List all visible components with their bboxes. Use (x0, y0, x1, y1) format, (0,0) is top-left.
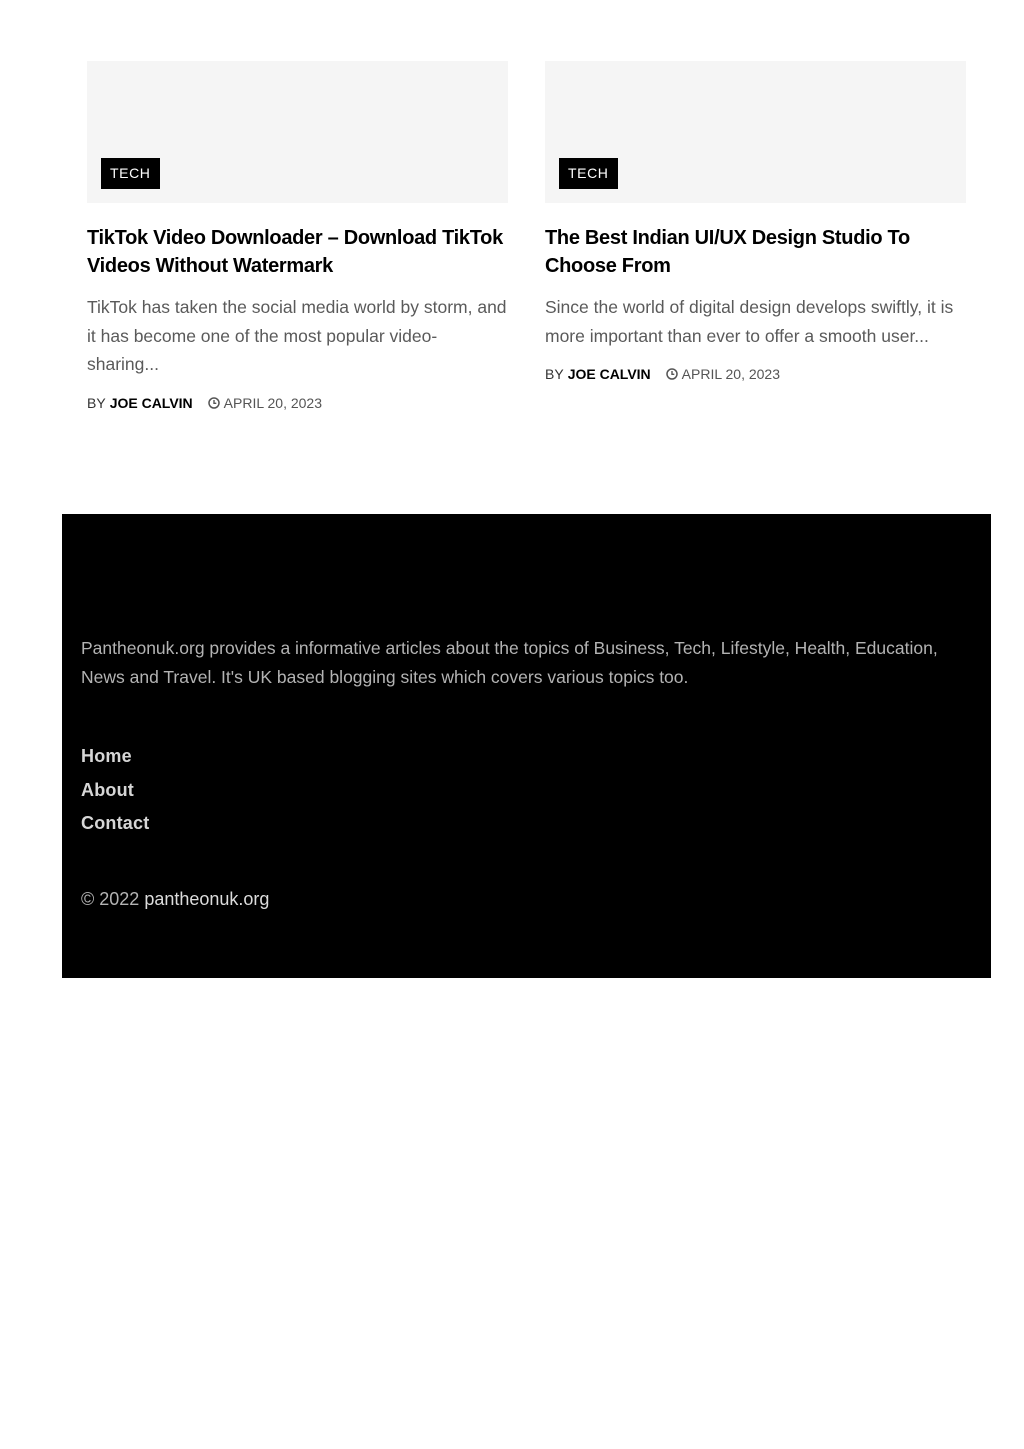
author-link[interactable]: JOE CALVIN (567, 366, 651, 382)
post-title (545, 224, 966, 280)
post-title-link[interactable]: The Best Indian UI/UX Design Studio To Choose From (545, 227, 910, 277)
footer-link-about[interactable]: About (81, 779, 134, 800)
site-footer (62, 514, 991, 978)
post-card (545, 61, 966, 413)
post-date-text: APRIL 20, 2023 (681, 366, 780, 382)
post-date[interactable] (208, 393, 322, 413)
by-label: BY (87, 394, 106, 411)
post-meta (87, 393, 508, 413)
post-date-text: APRIL 20, 2023 (223, 394, 322, 411)
post-title (87, 224, 508, 280)
copyright-site-link[interactable]: pantheonuk.org (144, 889, 270, 909)
clock-icon (666, 368, 678, 380)
copyright (81, 886, 269, 912)
post-excerpt: TikTok has taken the social media world by storm, and it has become one of the most popular video-sharing... (87, 297, 507, 374)
post-excerpt: Since the world of digital design develops swiftly, it is more important than ever to offer a smooth user... (545, 297, 954, 346)
footer-link-home[interactable]: Home (81, 746, 132, 766)
footer-nav-item (81, 743, 149, 777)
footer-nav (81, 743, 149, 844)
post-meta (545, 364, 966, 384)
post-thumbnail[interactable] (87, 61, 508, 203)
category-badge[interactable]: TECH (559, 158, 618, 189)
copyright-prefix: © 2022 (81, 889, 140, 909)
footer-link-contact[interactable]: Contact (81, 813, 150, 833)
footer-about-text: Pantheonuk.org provides a informative articles about the topics of Business, Tech, Lifestyle, Health, Education, News and Travel. It's UK based blogging sites which covers various topics too. (81, 638, 938, 687)
by-label: BY (545, 366, 564, 382)
category-badge[interactable]: TECH (101, 158, 160, 189)
clock-icon (208, 397, 220, 409)
post-thumbnail[interactable] (545, 61, 966, 203)
post-title-link[interactable]: TikTok Video Downloader – Download TikTok Videos Without Watermark (87, 227, 503, 277)
footer-nav-item (81, 777, 149, 811)
related-posts (87, 61, 966, 413)
post-card (87, 61, 508, 413)
author-link[interactable]: JOE CALVIN (109, 394, 193, 411)
footer-nav-item (81, 810, 149, 844)
post-date[interactable] (666, 364, 780, 384)
